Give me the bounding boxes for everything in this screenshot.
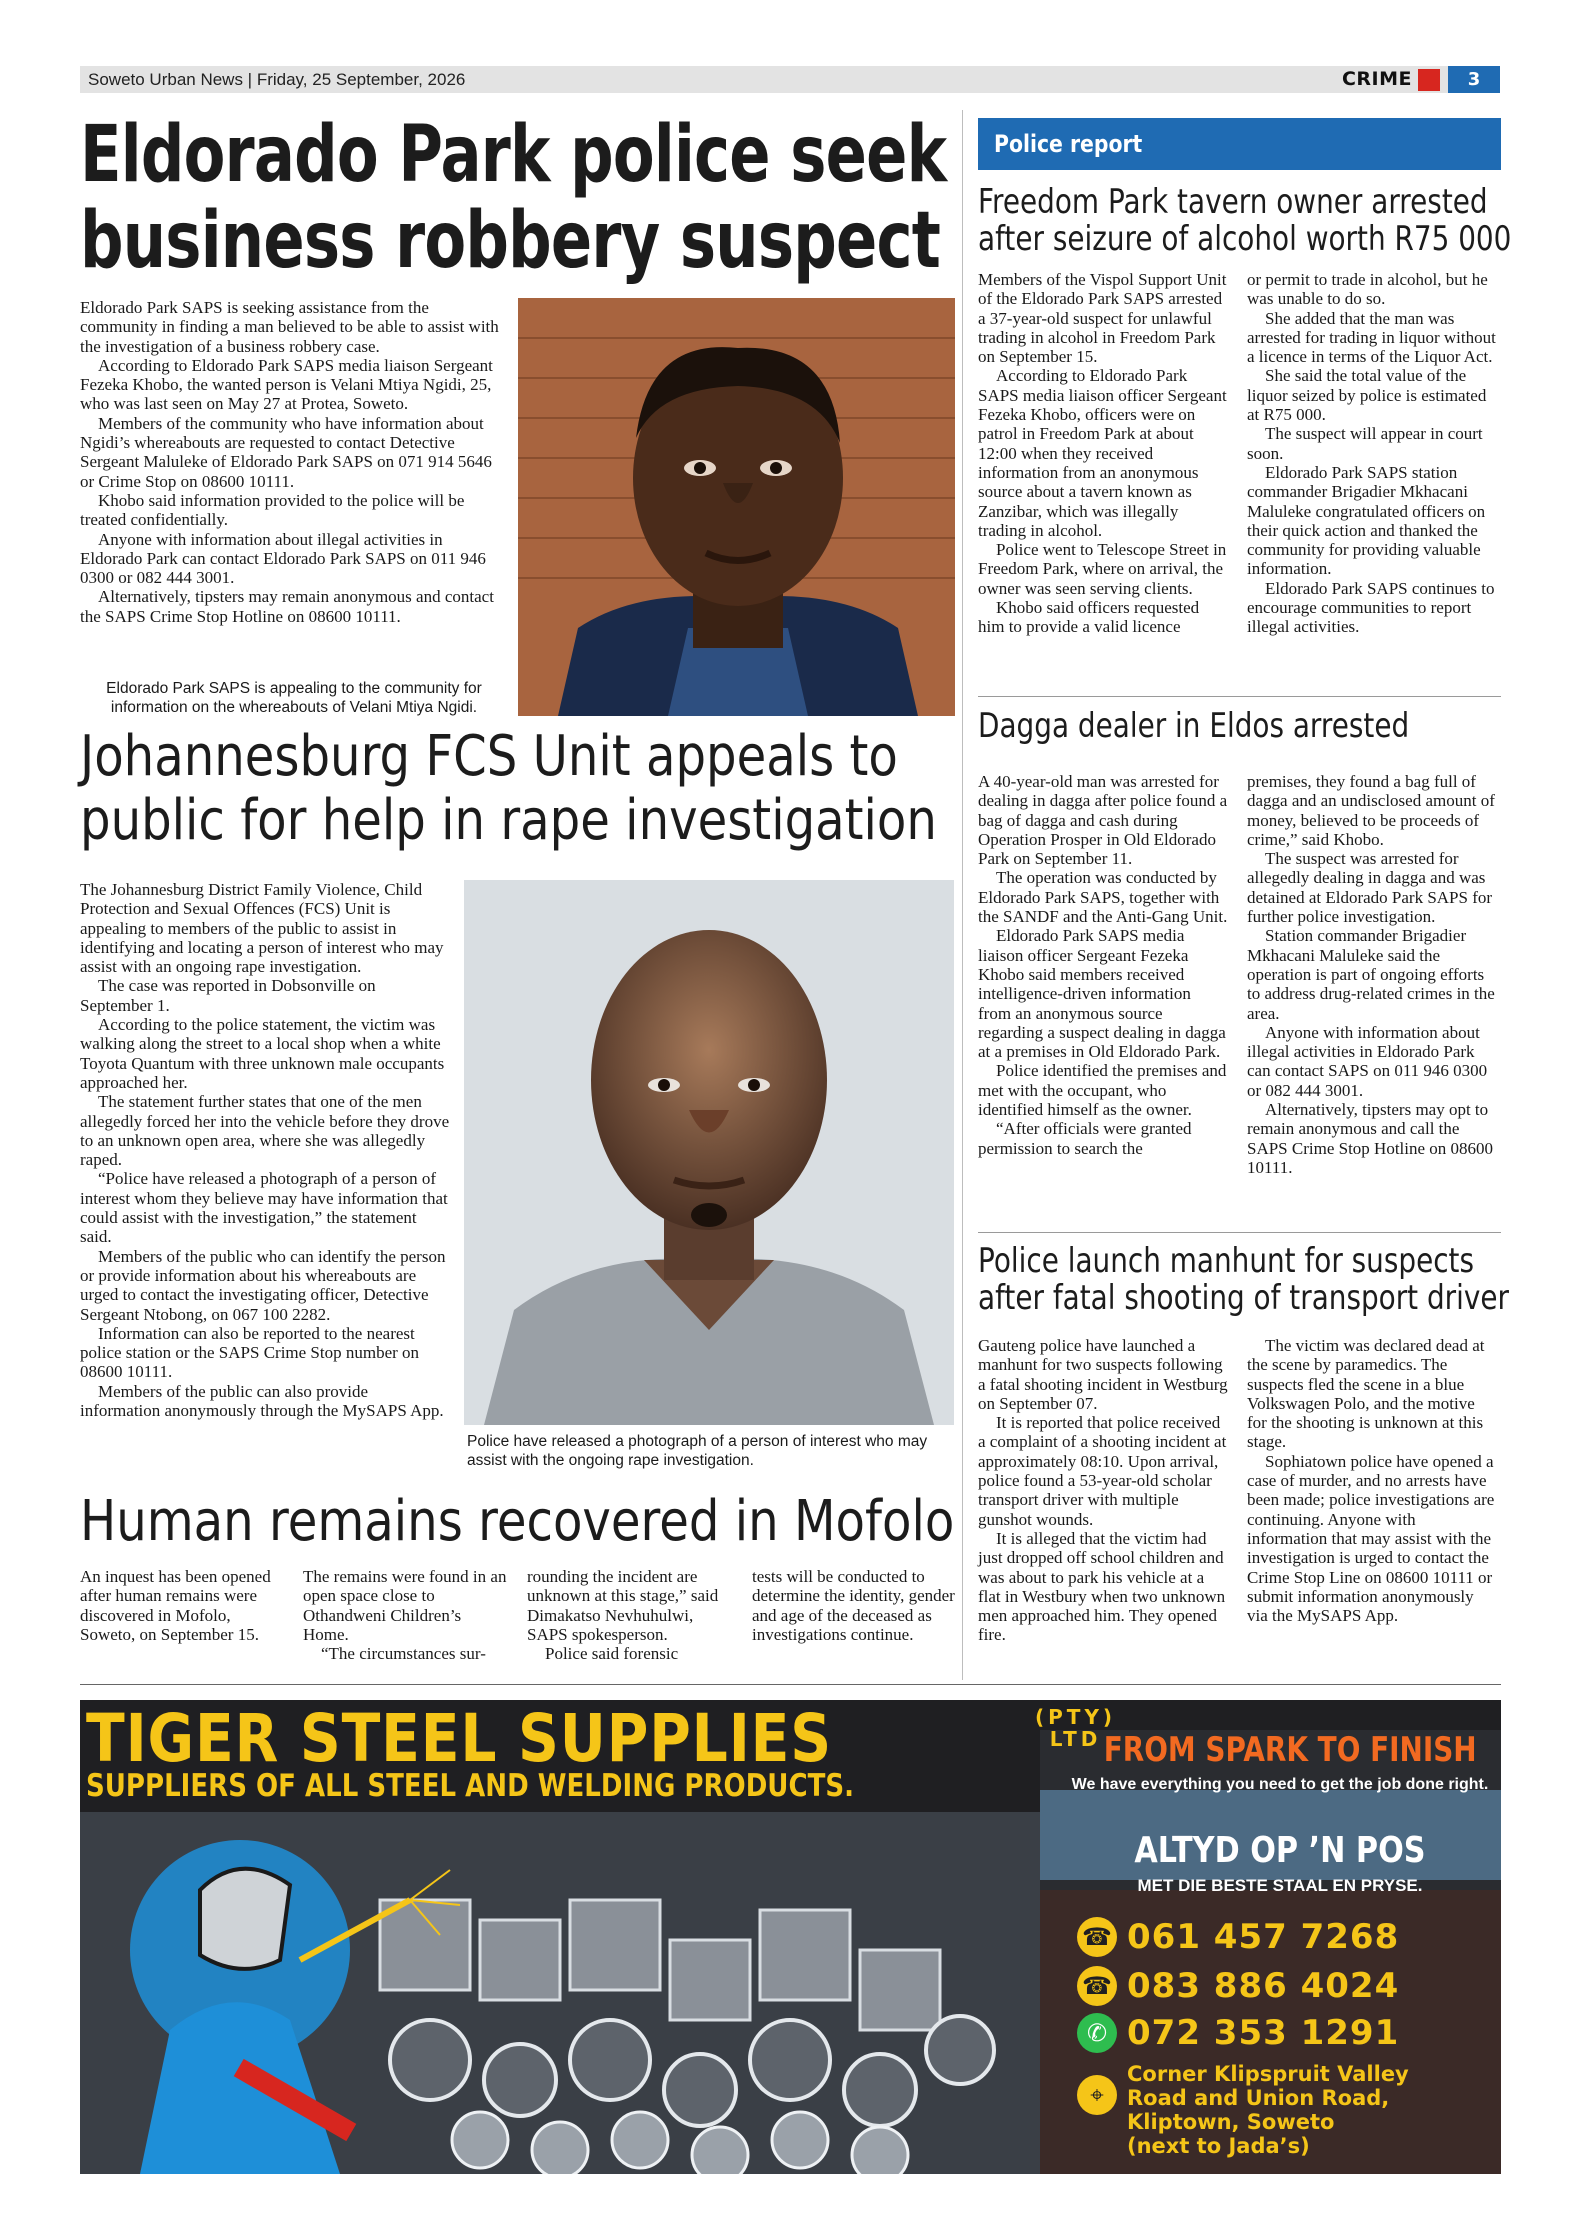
suspect-photo-image <box>518 298 955 716</box>
remains-col-2 <box>303 1567 508 1663</box>
fcs-headline-line2: public for help in rape investigation <box>80 788 937 853</box>
main-headline-line2: business robbery suspect <box>80 196 941 286</box>
advert-spark-slogan: FROM SPARK TO FINISH <box>1103 1730 1477 1770</box>
location-pin-icon: ⌖ <box>1077 2075 1117 2115</box>
manhunt-col-1 <box>978 1336 1228 1645</box>
main-paragraph: Khobo said information provided to the police will be treated confidentially. <box>80 490 465 530</box>
manhunt-headline <box>978 1243 1509 1317</box>
fcs-paragraph: The case was reported in Dobsonville on September 1. <box>80 976 376 1015</box>
fcs-paragraph: According to the police statement, the victim was walking along the street to a local shop when a white Toyota Quantum with three unknown male occupants approached her. <box>80 1015 445 1092</box>
tavern-col-2 <box>1247 270 1497 637</box>
whatsapp-icon: ✆ <box>1077 2013 1117 2053</box>
suspect-photo-caption: Eldorado Park SAPS is appealing to the community for information on the whereabouts of Velani Mtiya Ngidi. <box>106 680 482 716</box>
fcs-story-body <box>80 880 450 1420</box>
dagga-paragraph: The operation was conducted by Eldorado Park SAPS, together with the SANDF and the Anti-Gang Unit. <box>978 868 1228 927</box>
advert-address <box>1127 2062 1409 2158</box>
advert-phone-3[interactable]: 072 353 1291 <box>1127 2013 1400 2053</box>
manhunt-paragraph: The victim was declared dead at the scene by paramedics. The suspects fled the scene in a blue Volkswagen Polo, and the motive for the shooting is unknown at this stage. <box>1247 1336 1485 1452</box>
tavern-paragraph: or permit to trade in alcohol, but he was unable to do so. <box>1247 270 1488 309</box>
advert-address-line: Corner Klipspruit Valley <box>1127 2062 1409 2086</box>
remains-headline: Human remains recovered in Mofolo <box>80 1489 955 1554</box>
fcs-paragraph: Information can also be reported to the nearest police station or the SAPS Crime Stop number on 08600 10111. <box>80 1323 420 1382</box>
dagga-paragraph: “After officials were granted permission to search the <box>978 1119 1192 1158</box>
advert-tagline: SUPPLIERS OF ALL STEEL AND WELDING PRODUCTS. <box>86 1768 854 1804</box>
remains-paragraph: “The circumstances sur- <box>321 1644 486 1664</box>
remains-col-1 <box>80 1567 285 1644</box>
fcs-paragraph: Members of the public who can identify the person or provide information about his whereabouts are urged to contact the investigating officer, Detective Sergeant Ntobong, on 067 100 2282. <box>80 1246 446 1324</box>
main-paragraph: Eldorado Park SAPS is seeking assistance from the community in finding a man believed to be able to assist with the investigation of a business robbery case. <box>80 298 499 356</box>
manhunt-headline-line1: Police launch manhunt for suspects <box>978 1241 1475 1281</box>
fcs-paragraph: The Johannesburg District Family Violence, Child Protection and Sexual Offences (FCS) Unit is appealing to members of the public to assist in identifying and locating a person of interest who may assist with an ongoing rape investigation. <box>80 880 444 977</box>
dagga-col-2 <box>1247 772 1497 1177</box>
phone-icon: ☎ <box>1077 1966 1117 2006</box>
manhunt-col-2 <box>1247 1336 1497 1625</box>
advert-met-line: MET DIE BESTE STAAL EN PRYSE. <box>1137 1876 1423 1895</box>
dagga-paragraph: Police identified the premises and met with the occupant, who identified himself as the owner. <box>978 1061 1227 1120</box>
dagga-paragraph: The suspect was arrested for allegedly dealing in dagga and was detained at Eldorado Park SAPS for further police investigation. <box>1247 849 1493 927</box>
advert-ltd: LTD <box>1049 1727 1102 1751</box>
manhunt-headline-line2: after fatal shooting of transport driver <box>978 1278 1510 1318</box>
fcs-headline <box>80 725 937 853</box>
main-paragraph: Members of the community who have information about Ngidi’s whereabouts are requested to contact Detective Sergeant Maluleke of Eldorado Park SAPS on 071 914 5646 or Crime Stop on 08600 10111. <box>80 413 492 491</box>
tavern-paragraph: According to Eldorado Park SAPS media liaison officer Sergeant Fezeka Khobo, officers were on patrol in Freedom Park at about 12:00 when they received information from an anonymous source about a tavern known as Zanzibar, which was illegally trading in alcohol. <box>978 366 1227 540</box>
section-rule <box>978 696 1501 697</box>
remains-paragraph <box>303 1567 508 1644</box>
advert-pty: (PTY) <box>1035 1705 1117 1729</box>
remains-paragraph <box>527 1567 732 1644</box>
dagga-paragraph: Eldorado Park SAPS media liaison officer Sergeant Fezeka Khobo said members received intelligence-driven information from an anonymous source regarding a suspect dealing in dagga at a premises in Old Eldorado Park. <box>978 926 1226 1062</box>
main-headline-line1: Eldorado Park police seek <box>80 110 947 200</box>
dagga-headline: Dagga dealer in Eldos arrested <box>978 706 1410 746</box>
main-paragraph: Alternatively, tipsters may remain anonymous and contact the SAPS Crime Stop Hotline on 08600 10111. <box>80 587 494 626</box>
phone-icon: ☎ <box>1077 1917 1117 1957</box>
page-header-bar <box>80 66 1500 93</box>
tavern-headline-line1: Freedom Park tavern owner arrested <box>978 182 1488 222</box>
advert-address-line: (next to Jada’s) <box>1127 2134 1310 2158</box>
manhunt-paragraph: Sophiatown police have opened a case of murder, and no arrests have been made; police investigations are continuing. Anyone with information that may assist with the investigation is urged to contact the Crime Stop Line on 08600 10111 or submit information anonymously via the MySAPS App. <box>1247 1451 1495 1626</box>
remains-text: The remains were found in an open space close to Othandweni Children’s Home. <box>303 1567 507 1644</box>
dagga-paragraph: Anyone with information about illegal activities in Eldorado Park can contact SAPS on 011 946 0300 or 082 444 3001. <box>1247 1022 1488 1100</box>
person-of-interest-photo <box>464 880 954 1425</box>
fcs-paragraph: Members of the public can also provide information anonymously through the MySAPS App. <box>80 1381 444 1421</box>
tavern-paragraph: She added that the man was arrested for trading in liquor without a licence in terms of the Liquor Act. <box>1247 308 1496 367</box>
remains-text: rounding the incident are unknown at this stage,” said Dimakatso Nevhuhulwi, SAPS spokesperson. <box>527 1567 719 1644</box>
section-red-marker <box>1418 69 1440 91</box>
dagga-paragraph: premises, they found a bag full of dagga and an undisclosed amount of money, believed to be proceeds of crime,” said Khobo. <box>1247 772 1495 849</box>
person-of-interest-image <box>464 880 954 1425</box>
advert-everything-line: We have everything you need to get the job done right. <box>1071 1776 1489 1793</box>
advert-phone-2[interactable]: 083 886 4024 <box>1127 1966 1400 2006</box>
manhunt-paragraph: Gauteng police have launched a manhunt for two suspects following a fatal shooting incident in Westburg on September 07. <box>978 1336 1228 1413</box>
remains-col-4 <box>752 1567 957 1644</box>
advert-address-line: Kliptown, Soweto <box>1127 2110 1335 2134</box>
tavern-paragraph: Khobo said officers requested him to provide a valid licence <box>978 598 1200 637</box>
tavern-paragraph: Eldorado Park SAPS continues to encourage communities to report illegal activities. <box>1247 578 1495 637</box>
tavern-paragraph: The suspect will appear in court soon. <box>1247 424 1483 463</box>
main-story-body <box>80 298 505 626</box>
advert-altyd-slogan: ALTYD OP ’N POS <box>1134 1830 1426 1871</box>
fcs-headline-line1: Johannesburg FCS Unit appeals to <box>80 724 898 789</box>
manhunt-paragraph: It is alleged that the victim had just dropped off school children and was about to park his vehicle at a flat in Westbury when two unknown men approached him. They opened fire. <box>978 1528 1226 1645</box>
main-paragraph: According to Eldorado Park SAPS media liaison Sergeant Fezeka Khobo, the wanted person is Velani Mtiya Ngidi, 25, who was last seen on May 27 at Protea, Soweto. <box>80 355 493 414</box>
advert-contact-panel <box>1045 1730 1501 2174</box>
dagga-paragraph: Alternatively, tipsters may opt to remain anonymous and call the SAPS Crime Stop Hotline on 08600 10111. <box>1247 1100 1494 1177</box>
advert-company-name: TIGER STEEL SUPPLIES <box>86 1700 833 1777</box>
remains-col-3 <box>527 1567 732 1663</box>
main-headline <box>80 112 946 284</box>
main-paragraph: Anyone with information about illegal activities in Eldorado Park can contact Eldorado Park SAPS on 011 946 0300 or 082 444 3001. <box>80 529 486 588</box>
remains-paragraph: tests will be conducted to determine the identity, gender and age of the deceased as investigations continue. <box>752 1567 955 1644</box>
fcs-paragraph: “Police have released a photograph of a person of interest whom they believe may have information that could assist with the investigation,” the statement said. <box>80 1169 448 1247</box>
tavern-paragraph: Eldorado Park SAPS station commander Brigadier Mkhacani Maluleke congratulated officers on their quick action and thanked the community for providing valuable information. <box>1247 462 1486 579</box>
advert-phone-1[interactable]: 061 457 7268 <box>1127 1917 1400 1957</box>
tiger-steel-advert <box>80 1700 1501 2174</box>
tavern-headline-line2: after seizure of alcohol worth R75 000 <box>978 219 1512 259</box>
advert-top-rule <box>80 1684 1501 1685</box>
dagga-paragraph: A 40-year-old man was arrested for dealing in dagga after police found a bag of dagga and cash during Operation Prosper in Old Eldorado Park on September 11. <box>978 772 1228 869</box>
column-divider <box>962 110 963 1680</box>
tavern-headline <box>978 184 1511 258</box>
section-label: CRIME <box>1341 68 1412 90</box>
tavern-col-1 <box>978 270 1228 637</box>
suspect-photo <box>518 298 955 716</box>
tavern-paragraph: Police went to Telescope Street in Freedom Park, where on arrival, the owner was seen serving clients. <box>978 540 1227 598</box>
manhunt-paragraph: It is reported that police received a complaint of a shooting incident at approximately 08:10. Upon arrival, police found a 53-year-old scholar transport driver with multiple gunshot wounds. <box>978 1413 1227 1529</box>
dagga-paragraph: Station commander Brigadier Mkhacani Maluleke said the operation is part of ongoing efforts to address drug-related crimes in the area. <box>1247 926 1495 1023</box>
dateline: Soweto Urban News | Friday, 25 September, 2026 <box>88 70 466 89</box>
tavern-paragraph: She said the total value of the liquor seized by police is estimated at R75 000. <box>1247 366 1487 425</box>
fcs-paragraph: The statement further states that one of the men allegedly forced her into the vehicle before they drove to an unknown open area, where she was allegedly raped. <box>80 1092 450 1170</box>
dagga-col-1 <box>978 772 1228 1158</box>
police-report-bar <box>978 118 1501 170</box>
section-rule <box>978 1232 1501 1233</box>
remains-paragraph: An inquest has been opened after human remains were discovered in Mofolo, Soweto, on September 15. <box>80 1567 271 1644</box>
person-of-interest-caption: Police have released a photograph of a person of interest who may assist with the ongoing rape investigation. <box>467 1433 928 1469</box>
police-report-label: Police report <box>994 130 1143 158</box>
page-number: 3 <box>1448 66 1500 93</box>
tavern-paragraph: Members of the Vispol Support Unit of the Eldorado Park SAPS arrested a 37-year-old suspect for unlawful trading in alcohol in Freedom Park on September 15. <box>978 270 1227 367</box>
remains-paragraph: Police said forensic <box>545 1644 679 1664</box>
advert-address-line: Road and Union Road, <box>1127 2086 1390 2110</box>
